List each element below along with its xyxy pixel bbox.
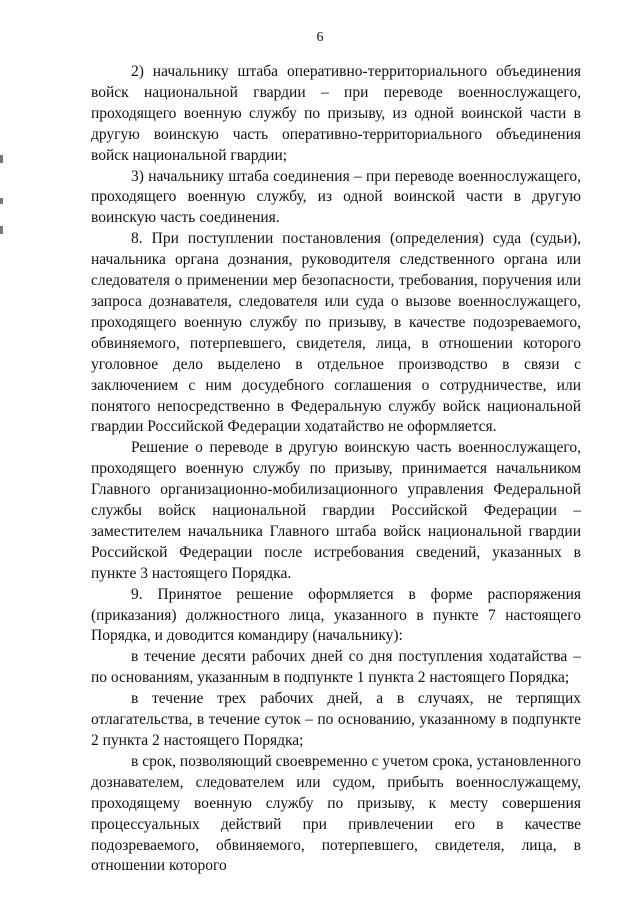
paragraph: в течение десяти рабочих дней со дня поступления ходатайства – по основаниям, указанным в подпункте 1 пункта 2 настоящего Порядка; — [91, 648, 581, 687]
document-body — [91, 62, 581, 877]
page-number: 6 — [316, 30, 324, 45]
scan-edge-mark — [0, 155, 3, 163]
scan-edge-mark — [0, 198, 3, 204]
paragraph: в срок, позволяющий своевременно с учетом срока, установленного дознавателем, следователем или судом, прибыть военнослужащему, проходящему военную службу по призыву, к месту совершения процессуальных действий при привлечении его в качестве подозреваемого, обвиняемого, потерпевшего, свидетеля, лица, в отношении которого — [91, 752, 581, 875]
paragraph: 8. При поступлении постановления (определения) суда (судьи), начальника органа дознания, руководителя следственного органа или следователя о применении мер безопасности, требования, поручения или запроса дознавателя, следователя или суда о вызове военнослужащего, проходящего военную службу по призыву, в качестве подозреваемого, обвиняемого, потерпевшего, свидетеля, лица, в отношении которого уголовное дело выделено в отдельное производство в связи с заключением с ним досудебного соглашения о сотрудничестве, или понятого непосредственно в Федеральную службу войск национальной гвардии Российской Федерации ходатайство не оформляется. — [91, 230, 581, 436]
paragraph: в течение трех рабочих дней, а в случаях, не терпящих отлагательства, в течение суток – по основанию, указанному в подпункте 2 пункта 2 настоящего Порядка; — [91, 690, 581, 749]
paragraph: 3) начальнику штаба соединения – при переводе военнослужащего, проходящего военную службу, из одной воинской части в другую воинскую часть соединения. — [91, 167, 581, 227]
paragraph: Решение о переводе в другую воинскую часть военнослужащего, проходящего военную службу по призыву, принимается начальником Главного организационно-мобилизационного управления Федеральной службы войск национальной гвардии Российской Федерации – заместителем начальника Главного штаба войск национальной гвардии Российской Федерации после истребования сведений, указанных в пункте 3 настоящего Порядка. — [91, 439, 581, 582]
paragraph: 2) начальнику штаба оперативно-территориального объединения войск национальной гвардии – при переводе военнослужащего, проходящего военную службу по призыву, из одной воинской части в другую воинскую часть оперативно-территориального объединения войск национальной гвардии; — [91, 63, 581, 164]
paragraph: 9. Принятое решение оформляется в форме распоряжения (приказания) должностного лица, указанного в пункте 7 настоящего Порядка, и доводится командиру (начальнику): — [91, 585, 581, 645]
scan-edge-mark — [0, 226, 3, 234]
